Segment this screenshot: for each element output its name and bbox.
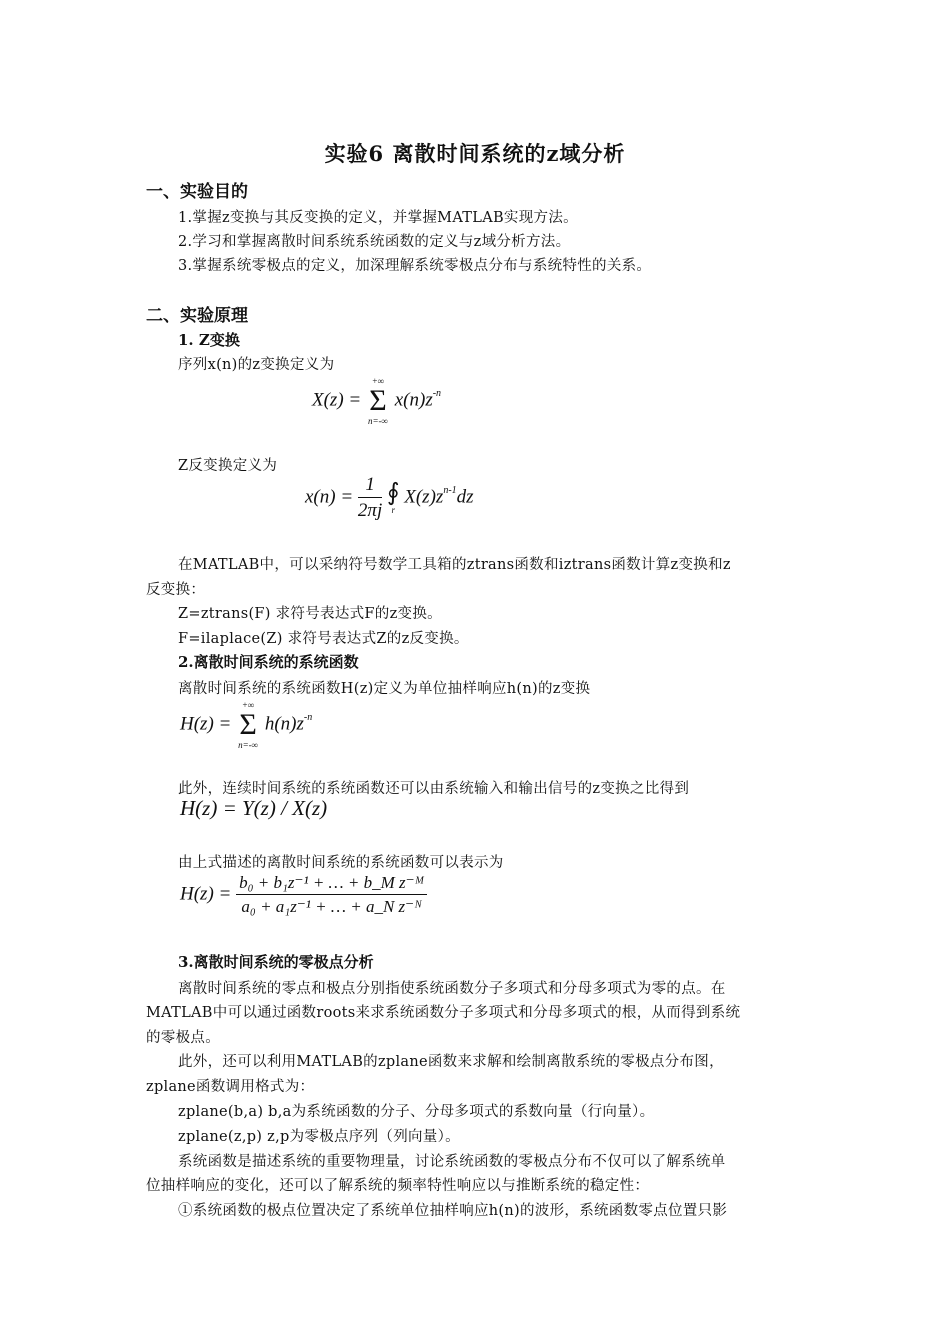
contour-integral xyxy=(387,481,400,515)
zplane-zp-command: zplane(z,p) z,p为零极点序列（列向量）。 xyxy=(178,1129,460,1145)
matlab-paragraph-line2: 反变换： xyxy=(146,582,206,598)
ratio-formula: H(z) = Y(z) / X(z) xyxy=(180,796,328,820)
differential: dz xyxy=(456,486,474,508)
section1-heading: 一、实验目的 xyxy=(146,182,248,202)
formula-lhs: x(n) = xyxy=(305,486,354,508)
page-title: 实验6 离散时间系统的z域分析 xyxy=(324,141,626,166)
system-function-intro: 离散时间系统的系统函数H(z)定义为单位抽样响应h(n)的z变换 xyxy=(178,681,591,697)
ilaplace-command: F=ilaplace(Z) 求符号表达式Z的z反变换。 xyxy=(178,631,469,647)
formula-exponent: -n xyxy=(432,388,442,400)
sigma-glyph: Σ xyxy=(369,384,387,417)
system-function-formula xyxy=(180,700,312,750)
formula-lhs: H(z) = xyxy=(180,883,232,905)
zero-pole-para1-line1: 离散时间系统的零点和极点分别指使系统函数分子多项式和分母多项式为零的点。在 xyxy=(178,981,726,997)
z-transform-intro: 序列x(n)的z变换定义为 xyxy=(178,357,335,373)
fraction xyxy=(358,474,382,522)
importance-para-line1: 系统函数是描述系统的重要物理量，讨论系统函数的零极点分布不仅可以了解系统单 xyxy=(178,1154,726,1170)
fraction xyxy=(236,873,427,917)
section2-heading: 二、实验原理 xyxy=(146,306,248,326)
zero-pole-para1-line3: 的零极点。 xyxy=(146,1030,220,1046)
sum-symbol xyxy=(368,376,388,426)
pole-effect-line1: ①系统函数的极点位置决定了系统单位抽样响应h(n)的波形，系统函数零点位置只影 xyxy=(178,1203,728,1219)
formula-exponent: n-1 xyxy=(443,485,457,497)
formula-lhs: H(z) = xyxy=(180,713,232,735)
zplane-para-line2: zplane函数调用格式为： xyxy=(146,1079,315,1095)
zplane-para-line1: 此外，还可以利用MATLAB的zplane函数来求解和绘制离散系统的零极点分布图， xyxy=(178,1054,724,1070)
ratio-intro: 此外，连续时间系统的系统函数还可以由系统输入和输出信号的z变换之比得到 xyxy=(178,781,690,797)
formula-rhs: x(n)z xyxy=(394,389,433,411)
rational-intro: 由上式描述的离散时间系统的系统函数可以表示为 xyxy=(178,855,504,871)
ztrans-command: Z=ztrans(F) 求符号表达式F的z变换。 xyxy=(178,606,442,622)
fraction-denominator: a₀ + a₁z⁻¹ + … + a_N z⁻ᴺ xyxy=(241,897,422,916)
formula-lhs: X(z) = xyxy=(312,389,362,411)
inverse-z-intro: Z反变换定义为 xyxy=(178,458,278,474)
fraction-numerator: 1 xyxy=(358,474,382,498)
sum-upper-limit: +∞ xyxy=(241,700,255,710)
z-transform-formula xyxy=(312,376,441,426)
subsection1-heading: 1. Z变换 xyxy=(178,331,240,349)
sum-symbol xyxy=(238,700,258,750)
zplane-ba-command: zplane(b,a) b,a为系统函数的分子、分母多项式的系数向量（行向量）。 xyxy=(178,1104,655,1120)
integral-glyph: ∮ xyxy=(386,480,400,506)
subsection2-heading: 2.离散时间系统的系统函数 xyxy=(178,653,359,671)
contour-label: r xyxy=(391,505,395,515)
importance-para-line2: 位抽样响应的变化，还可以了解系统的频率特性响应以与推断系统的稳定性： xyxy=(146,1178,650,1194)
objective-item-2: 2.学习和掌握离散时间系统系统函数的定义与z域分析方法。 xyxy=(178,234,571,250)
zero-pole-para1-line2: MATLAB中可以通过函数roots来求系统函数分子多项式和分母多项式的根，从而得到系统 xyxy=(146,1005,741,1021)
matlab-paragraph-line1: 在MATLAB中，可以采纳符号数学工具箱的ztrans函数和iztrans函数计算z变换和z xyxy=(178,557,731,573)
inverse-z-formula xyxy=(305,474,474,522)
formula-rhs: X(z)z xyxy=(404,486,444,508)
formula-rhs: h(n)z xyxy=(264,713,304,735)
objective-item-1: 1.掌握z变换与其反变换的定义，并掌握MATLAB实现方法。 xyxy=(178,210,578,226)
formula-exponent: -n xyxy=(303,712,313,724)
sum-lower-limit: n=-∞ xyxy=(367,416,388,426)
fraction-numerator: b₀ + b₁z⁻¹ + … + b_M z⁻ᴹ xyxy=(236,873,427,895)
objective-item-3: 3.掌握系统零极点的定义，加深理解系统零极点分布与系统特性的关系。 xyxy=(178,258,652,274)
sum-upper-limit: +∞ xyxy=(371,376,385,386)
fraction-denominator: 2πj xyxy=(357,500,383,521)
sigma-glyph: Σ xyxy=(239,708,257,741)
rational-formula xyxy=(180,873,427,917)
subsection3-heading: 3.离散时间系统的零极点分析 xyxy=(178,953,374,971)
sum-lower-limit: n=-∞ xyxy=(238,740,259,750)
